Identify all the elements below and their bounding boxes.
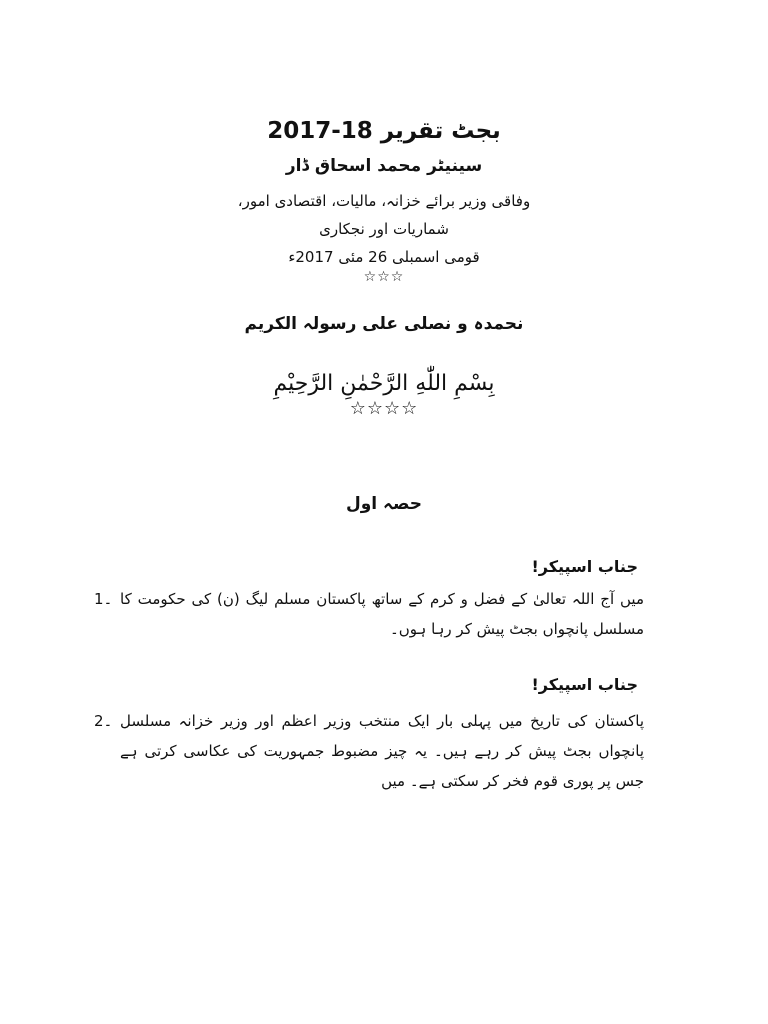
- paragraph-number-1: 1۔: [94, 590, 113, 608]
- author-position-line-2: شماریات اور نجکاری: [319, 220, 449, 238]
- part-heading: حصہ اول: [345, 494, 423, 514]
- paragraph-number-2: 2۔: [94, 712, 113, 730]
- stars-divider-three: ☆☆☆: [363, 269, 405, 285]
- praise-line: نحمدہ و نصلی علی رسولہ الکریم: [244, 314, 524, 334]
- date-line: قومی اسمبلی 26 مئی 2017ء: [288, 248, 480, 266]
- author-position-line-1: وفاقی وزیر برائے خزانہ، مالیات، اقتصادی امور،: [237, 192, 531, 210]
- speaker-address-1: جناب اسپیکر!: [531, 557, 638, 576]
- bismillah: بِسْمِ اللّٰهِ الرَّحْمٰنِ الرَّحِيْمِ: [273, 371, 495, 396]
- author-name: سینیٹر محمد اسحاق ڈار: [285, 156, 483, 176]
- paragraph-1: میں آج اللہ تعالیٰ کے فضل و کرم کے ساتھ پاکستان مسلم لیگ (ن) کی حکومت کا مسلسل پانچواں بجٹ پیش کر رہا ہوں۔: [120, 590, 644, 638]
- stars-divider-four: ☆☆☆☆: [349, 398, 419, 419]
- document-title: بجٹ تقریر 18-2017: [267, 118, 501, 144]
- speaker-address-2: جناب اسپیکر!: [531, 675, 638, 694]
- paragraph-2: پاکستان کی تاریخ میں پہلی بار ایک منتخب وزیر اعظم اور وزیر خزانہ مسلسل پانچواں بجٹ پیش کر رہے ہیں۔ یہ چیز مضبوط جمہوریت کی عکاسی کرتی ہے جس پر پوری قوم فخر کر سکتی ہے۔ میں: [120, 712, 644, 790]
